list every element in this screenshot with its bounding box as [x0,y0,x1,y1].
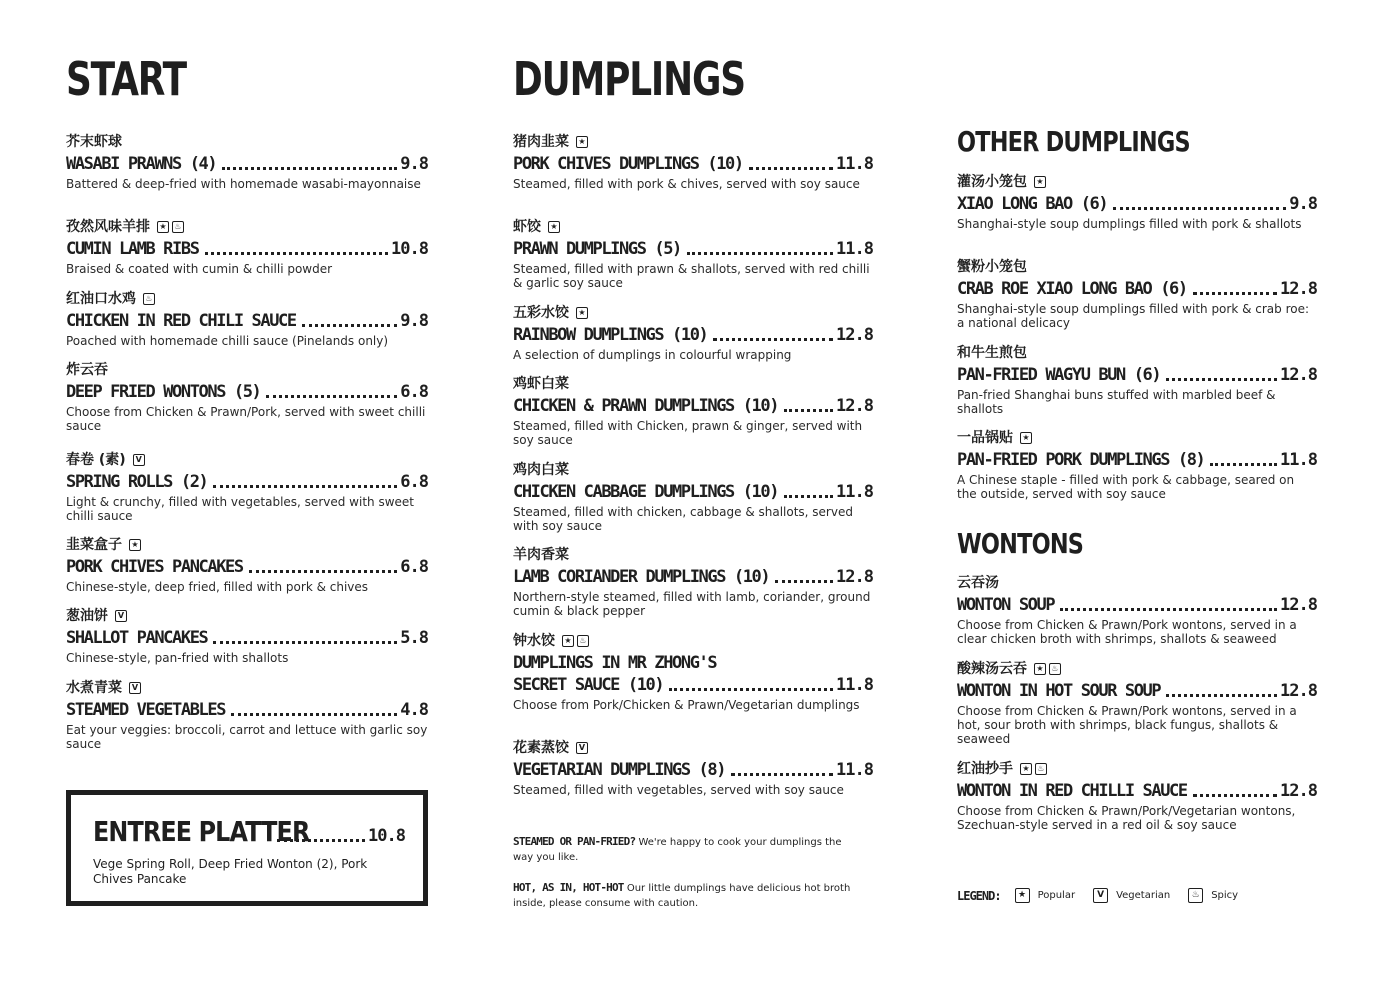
dumplings-title: DUMPLINGS [513,52,745,106]
item-chinese-name: 鸡肉白菜 [513,462,569,478]
dot-leader [302,324,398,327]
item-description: Choose from Chicken & Prawn/Pork, served with sweet chilli sauce [66,405,426,433]
popular-icon: ★ [1015,888,1030,903]
item-description: A selection of dumplings in colourful wrapping [513,348,792,362]
menu-item-lamb-coriander-dumplings [513,546,873,618]
item-price: 11.8 [836,239,873,259]
note-steamed-or-pan-fried [513,834,853,865]
note-heading: HOT, AS IN, HOT-HOT [513,881,624,894]
item-price: 11.8 [836,482,873,502]
item-name: CHICKEN CABBAGE DUMPLINGS (10) [513,482,779,502]
dot-leader [213,485,397,488]
item-chinese-name: 一品锅贴 [957,430,1013,446]
item-chinese-name: 虾饺 [513,219,541,235]
other-dumplings-title: OTHER DUMPLINGS [957,125,1190,158]
spicy-icon: ♨ [1188,888,1203,903]
dot-leader [775,580,833,583]
item-price: 12.8 [836,396,873,416]
item-name: VEGETARIAN DUMPLINGS (8) [513,760,726,780]
item-description: Steamed, filled with vegetables, served with soy sauce [513,783,844,797]
item-description: Choose from Chicken & Prawn/Pork wontons, served in a clear chicken broth with shrimps, shallots & seaweed [957,618,1297,646]
item-chinese-name: 酸辣汤云吞 [957,661,1027,677]
item-description: Pan-fried Shanghai buns stuffed with marbled beef & shallots [957,388,1276,416]
dot-leader [1166,694,1277,697]
popular-icon: ★ [129,539,141,551]
item-price: 6.8 [400,472,428,492]
item-description: Eat your veggies: broccoli, carrot and lettuce with garlic soy sauce [66,723,428,751]
dot-leader [687,252,833,255]
dot-leader [1113,207,1286,210]
item-chinese-name: 灌汤小笼包 [957,174,1027,190]
item-chinese-name: 蟹粉小笼包 [957,259,1027,275]
menu-item-rainbow-dumplings [513,304,873,362]
item-name: SHALLOT PANCAKES [66,628,208,648]
dot-leader [222,167,397,170]
item-name: CHICKEN IN RED CHILI SAUCE [66,311,296,331]
menu-item-prawn-dumplings [513,218,873,290]
popular-icon: ★ [1020,432,1032,444]
item-name: DEEP FRIED WONTONS (5) [66,382,261,402]
item-chinese-name: 羊肉香菜 [513,547,569,563]
item-price: 11.8 [836,154,873,174]
popular-icon: ★ [548,221,560,233]
dot-leader [713,338,833,341]
item-description: Steamed, filled with chicken, cabbage & shallots, served with soy sauce [513,505,853,533]
popular-icon: ★ [1034,663,1046,675]
platter-title: ENTREE PLATTER [93,815,310,848]
item-chinese-name: 韭菜盒子 [66,537,122,553]
menu-item-xiao-long-bao [957,173,1317,231]
dot-leader [1210,463,1277,466]
vegetarian-icon: V [115,610,127,622]
menu-item-wonton-red-chilli [957,760,1317,832]
menu-item-chicken-cabbage-dumplings [513,461,873,533]
item-chinese-name: 五彩水饺 [513,305,569,321]
item-description: Shanghai-style soup dumplings filled with pork & crab roe: a national delicacy [957,302,1310,330]
dot-leader [249,570,398,573]
dot-leader [231,713,397,716]
vegetarian-icon: V [1093,888,1108,903]
item-chinese-name: 葱油饼 [66,608,108,624]
menu-item-spring-rolls [66,451,428,523]
item-name: STEAMED VEGETABLES [66,700,226,720]
menu-item-mr-zhong-dumplings [513,632,873,712]
menu-item-steamed-vegetables [66,679,428,751]
spicy-icon: ♨ [143,293,155,305]
item-price: 9.8 [1289,194,1317,214]
popular-icon: ★ [576,136,588,148]
item-name: PAN-FRIED PORK DUMPLINGS (8) [957,450,1205,470]
item-name: CHICKEN & PRAWN DUMPLINGS (10) [513,396,779,416]
item-name: WONTON IN RED CHILLI SAUCE [957,781,1187,801]
popular-icon: ★ [1020,763,1032,775]
item-price: 12.8 [1280,681,1317,701]
dot-leader [213,641,397,644]
menu-item-chicken-prawn-dumplings [513,375,873,447]
legend-vegetarian: Vegetarian [1116,890,1171,901]
dot-leader [1193,292,1277,295]
vegetarian-icon: V [129,682,141,694]
menu-item-chicken-red-chili [66,290,428,348]
entree-platter-box [66,790,428,906]
item-name: PRAWN DUMPLINGS (5) [513,239,681,259]
menu-item-wonton-soup [957,574,1317,646]
item-name-line1: DUMPLINGS IN MR ZHONG'S [513,653,717,673]
item-name: CRAB ROE XIAO LONG BAO (6) [957,279,1187,299]
menu-item-cumin-lamb-ribs [66,218,428,276]
item-description: Northern-style steamed, filled with lamb, coriander, ground cumin & black pepper [513,590,871,618]
popular-icon: ★ [157,221,169,233]
item-description: Steamed, filled with pork & chives, served with soy sauce [513,177,860,191]
item-price: 12.8 [836,567,873,587]
item-description: Light & crunchy, filled with vegetables, served with sweet chilli sauce [66,495,414,523]
item-price: 11.8 [1280,450,1317,470]
popular-icon: ★ [576,307,588,319]
platter-description: Vege Spring Roll, Deep Fried Wonton (2), Pork Chives Pancake [93,857,368,886]
wontons-title: WONTONS [957,527,1084,560]
item-price: 9.8 [400,154,428,174]
item-chinese-name: 炸云吞 [66,362,108,378]
item-price: 12.8 [1280,279,1317,299]
menu-item-deep-fried-wontons [66,361,428,433]
platter-price: 10.8 [368,826,405,846]
dot-leader [749,167,833,170]
item-chinese-name: 水煮青菜 [66,680,122,696]
item-description: Choose from Chicken & Prawn/Pork/Vegetarian wontons, Szechuan-style served in a red oil & soy sauce [957,804,1296,832]
dot-leader [784,495,833,498]
note-hot [513,880,853,911]
legend-popular: Popular [1037,890,1076,901]
item-price: 12.8 [1280,365,1317,385]
item-price: 12.8 [836,325,873,345]
note-text: Our little dumplings have delicious hot broth inside, please consume with caution. [513,883,851,909]
vegetarian-icon: V [576,742,588,754]
menu-item-shallot-pancakes [66,607,428,665]
menu-item-wagyu-bun [957,344,1317,416]
spicy-icon: ♨ [172,221,184,233]
item-chinese-name: 和牛生煎包 [957,345,1027,361]
item-name: PORK CHIVES PANCAKES [66,557,243,577]
menu-item-crab-roe-xiao-long-bao [957,258,1317,330]
dot-leader [266,395,397,398]
item-chinese-name: 红油口水鸡 [66,291,136,307]
item-price: 5.8 [400,628,428,648]
vegetarian-icon: V [133,454,145,466]
item-name: WASABI PRAWNS (4) [66,154,217,174]
dot-leader [1166,378,1277,381]
legend-spicy: Spicy [1211,890,1239,901]
item-price: 6.8 [400,557,428,577]
spicy-icon: ♨ [1049,663,1061,675]
item-name: WONTON SOUP [957,595,1055,615]
item-chinese-name: 鸡虾白菜 [513,376,569,392]
dot-leader [1060,608,1277,611]
item-description: Braised & coated with cumin & chilli powder [66,262,333,276]
note-heading: STEAMED OR PAN-FRIED? [513,835,636,848]
dot-leader [1193,794,1277,797]
item-name: RAINBOW DUMPLINGS (10) [513,325,708,345]
dot-leader [731,773,833,776]
item-chinese-name: 芥末虾球 [66,134,122,150]
menu-item-wonton-hot-sour-soup [957,660,1317,746]
item-description: Poached with homemade chilli sauce (Pinelands only) [66,334,389,348]
item-name: PORK CHIVES DUMPLINGS (10) [513,154,743,174]
item-price: 10.8 [391,239,428,259]
item-chinese-name: 花素蒸饺 [513,740,569,756]
menu-item-wasabi-prawns [66,133,428,191]
item-description: Choose from Chicken & Prawn/Pork wontons, served in a hot, sour broth with shrimps, black fungus, shallots & seaweed [957,704,1297,746]
item-name: XIAO LONG BAO (6) [957,194,1108,214]
item-name: SECRET SAUCE (10) [513,675,664,695]
item-name: SPRING ROLLS (2) [66,472,208,492]
spicy-icon: ♨ [1035,763,1047,775]
note-text: We're happy to cook your dumplings the way you like. [513,837,842,863]
start-title: START [66,52,186,106]
item-description: Chinese-style, pan-fried with shallots [66,651,289,665]
item-chinese-name: 孜然风味羊排 [66,219,150,235]
item-price: 11.8 [836,760,873,780]
item-price: 4.8 [400,700,428,720]
menu-item-pan-fried-pork-dumplings [957,429,1317,501]
dot-leader [669,688,833,691]
item-chinese-name: 红油抄手 [957,761,1013,777]
item-price: 9.8 [400,311,428,331]
dot-leader [205,252,389,255]
item-description: Choose from Pork/Chicken & Prawn/Vegetarian dumplings [513,698,860,712]
item-price: 11.8 [836,675,873,695]
item-description: A Chinese staple - filled with pork & cabbage, seared on the outside, served with soy sauce [957,473,1295,501]
item-name: PAN-FRIED WAGYU BUN (6) [957,365,1161,385]
menu-item-vegetarian-dumplings [513,739,873,797]
item-description: Battered & deep-fried with homemade wasabi-mayonnaise [66,177,421,191]
item-description: Steamed, filled with prawn & shallots, served with red chilli & garlic soy sauce [513,262,870,290]
item-description: Chinese-style, deep fried, filled with pork & chives [66,580,369,594]
item-chinese-name: 猪肉韭菜 [513,134,569,150]
item-description: Shanghai-style soup dumplings filled with pork & shallots [957,217,1302,231]
item-name: CUMIN LAMB RIBS [66,239,199,259]
popular-icon: ★ [1034,176,1046,188]
item-description: Steamed, filled with Chicken, prawn & ginger, served with soy sauce [513,419,863,447]
item-price: 12.8 [1280,595,1317,615]
spicy-icon: ♨ [577,635,589,647]
dot-leader [784,409,833,412]
item-chinese-name: 春卷 (素) [66,452,126,468]
menu-item-pork-chives-dumplings [513,133,873,191]
legend [957,888,1256,903]
item-chinese-name: 钟水饺 [513,633,555,649]
item-price: 6.8 [400,382,428,402]
item-name: LAMB CORIANDER DUMPLINGS (10) [513,567,770,587]
item-chinese-name: 云吞汤 [957,575,999,591]
item-price: 12.8 [1280,781,1317,801]
popular-icon: ★ [562,635,574,647]
item-name: WONTON IN HOT SOUR SOUP [957,681,1161,701]
legend-label: LEGEND: [957,888,1001,903]
menu-item-pork-chives-pancakes [66,536,428,594]
